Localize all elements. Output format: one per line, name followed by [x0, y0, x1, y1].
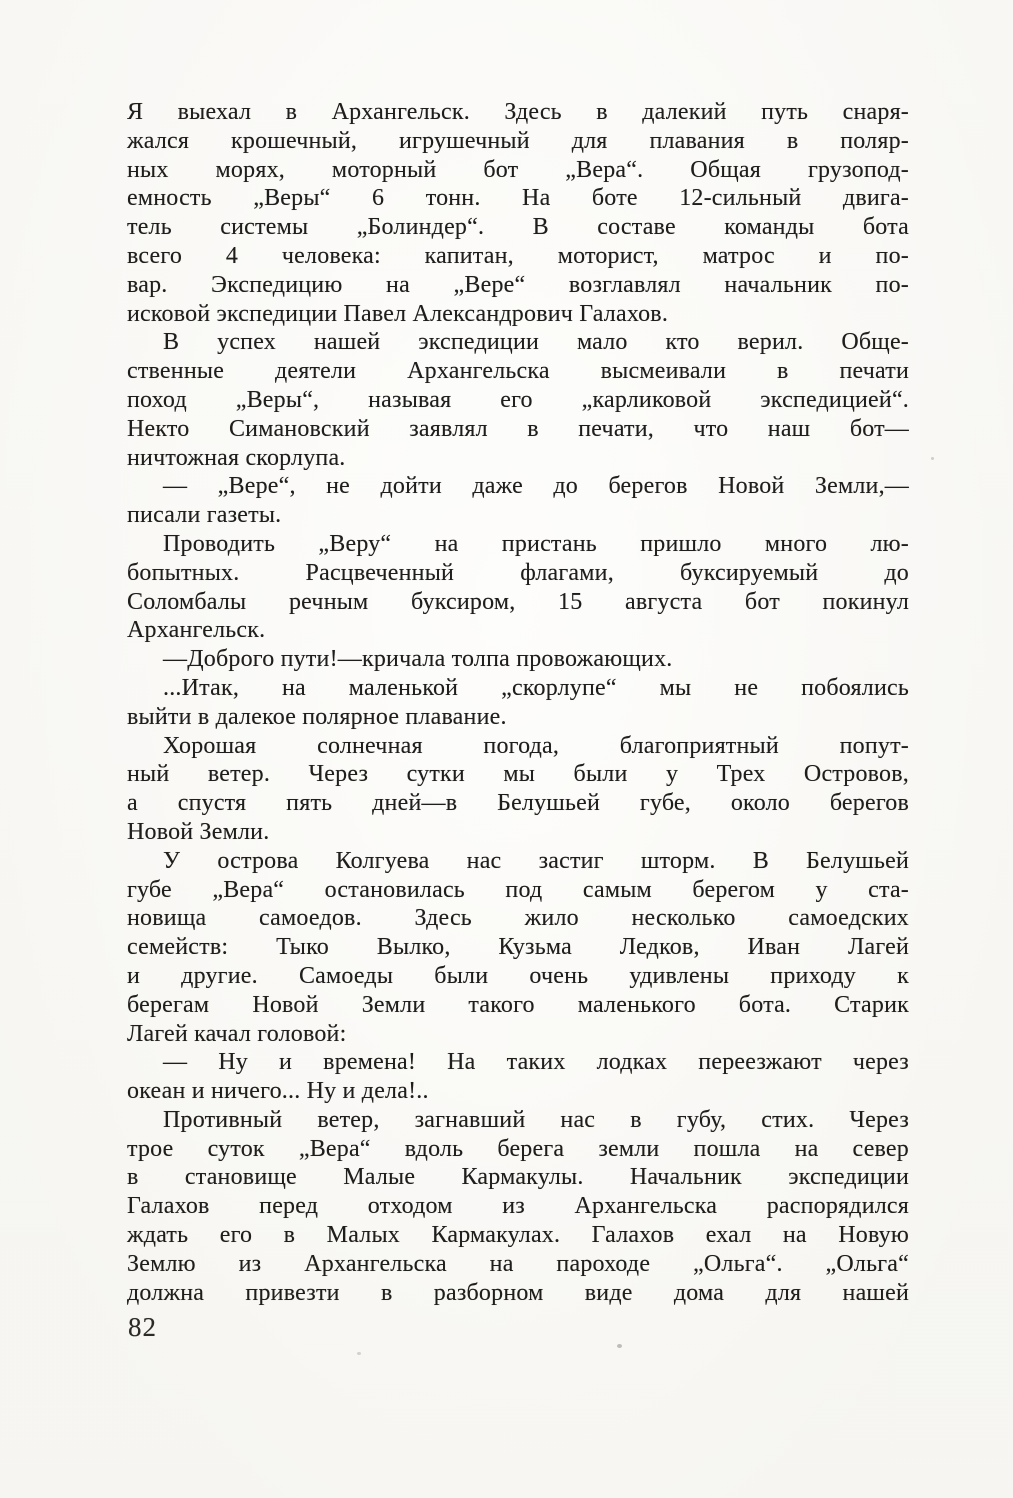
- paragraph: [127, 847, 909, 1049]
- text-line: ственные деятели Архангельска высмеивали в печати: [127, 358, 909, 385]
- text-line: Соломбалы речным буксиром, 15 августа бот покинул: [127, 588, 909, 615]
- text-line: трое суток „Вера“ вдоль берега земли пошла на север: [127, 1135, 909, 1162]
- page-number: 82: [128, 1312, 157, 1342]
- text-line: поход „Веры“, называя его „карликовой экспедицией“.: [127, 386, 909, 413]
- text-line: выйти в далекое полярное плавание.: [127, 703, 507, 730]
- text-line: Проводить „Веру“ на пристань пришло много лю-: [163, 530, 909, 557]
- text-line: — Ну и времена! На таких лодках переезжают через: [163, 1049, 909, 1076]
- paragraph: [127, 98, 909, 328]
- text-line: Землю из Архангельска на пароходе „Ольга“. „Ольга“: [127, 1250, 909, 1277]
- paragraph: [127, 530, 909, 645]
- paragraph: [127, 1048, 909, 1106]
- text-line: тель системы „Болиндер“. В составе команды бота: [127, 214, 909, 241]
- scan-speck: [617, 1344, 622, 1348]
- text-line: ...Итак, на маленькой „скорлупе“ мы не побоялись: [163, 674, 909, 701]
- text-line: — „Вере“, не дойти даже до берегов Новой Земли,—: [163, 473, 909, 500]
- text-line: емность „Веры“ 6 тонн. На боте 12-сильный двига-: [127, 185, 909, 212]
- text-line: всего 4 человека: капитан, моторист, матрос и по-: [127, 242, 909, 269]
- text-line: губе „Вера“ остановилась под самым берегом у ста-: [127, 876, 909, 903]
- text-line: бопытных. Расцвеченный флагами, буксируемый до: [127, 559, 909, 586]
- paragraph: [127, 472, 909, 530]
- text-line: Некто Симановский заявлял в печати, что наш бот—: [127, 415, 909, 442]
- text-line: вар. Экспедицию на „Вере“ возглавлял начальник по-: [127, 271, 909, 298]
- text-line: семейств: Тыко Вылко, Кузьма Ледков, Иван Лагей: [127, 934, 909, 961]
- text-line: У острова Колгуева нас застиг шторм. В Белушьей: [163, 847, 909, 874]
- text-line: Лагей качал головой:: [127, 1020, 347, 1047]
- text-line: новища самоедов. Здесь жило несколько самоедских: [127, 905, 909, 932]
- text-line: ных морях, моторный бот „Вера“. Общая грузопод-: [127, 156, 909, 183]
- text-line: Я выехал в Архангельск. Здесь в далекий путь снаря-: [127, 99, 909, 125]
- text-line: и другие. Самоеды были очень удивлены приходу к: [127, 962, 909, 989]
- page-text-block: [127, 98, 909, 1307]
- text-line: жался крошечный, игрушечный для плавания в поляр-: [127, 127, 909, 154]
- text-line: ничтожная скорлупа.: [127, 444, 346, 471]
- text-line: писали газеты.: [127, 502, 282, 529]
- text-line: в становище Малые Кармакулы. Начальник экспедиции: [127, 1164, 909, 1191]
- text-line: Архангельск.: [127, 617, 266, 644]
- text-line: Новой Земли.: [127, 818, 270, 845]
- paragraph: [127, 674, 909, 732]
- paragraph: [127, 328, 909, 472]
- paragraph: [127, 1106, 909, 1308]
- text-line: а спустя пять дней—в Белушьей губе, около берегов: [127, 790, 909, 817]
- text-line: ный ветер. Через сутки мы были у Трех Островов,: [127, 761, 909, 788]
- scan-speck: [931, 457, 934, 460]
- text-line: Хорошая солнечная погода, благоприятный попут-: [163, 732, 909, 759]
- text-line: ждать его в Малых Кармакулах. Галахов ехал на Новую: [127, 1222, 909, 1249]
- text-line: должна привезти в разборном виде дома для нашей: [127, 1279, 909, 1306]
- text-line: океан и ничего... Ну и дела!..: [127, 1078, 429, 1105]
- text-line: берегам Новой Земли такого маленького бота. Старик: [127, 991, 909, 1018]
- text-line: исковой экспедиции Павел Александрович Галахов.: [127, 300, 669, 327]
- scan-speck: [357, 1352, 361, 1355]
- text-line: —Доброго пути!—кричала толпа провожающих.: [163, 646, 673, 673]
- text-line: Галахов перед отходом из Архангельска распорядился: [127, 1193, 909, 1220]
- text-line: В успех нашей экспедиции мало кто верил. Обще-: [163, 329, 909, 356]
- paragraph: [127, 732, 909, 847]
- text-line: Противный ветер, загнавший нас в губу, стих. Через: [163, 1106, 909, 1133]
- paragraph: [127, 645, 909, 674]
